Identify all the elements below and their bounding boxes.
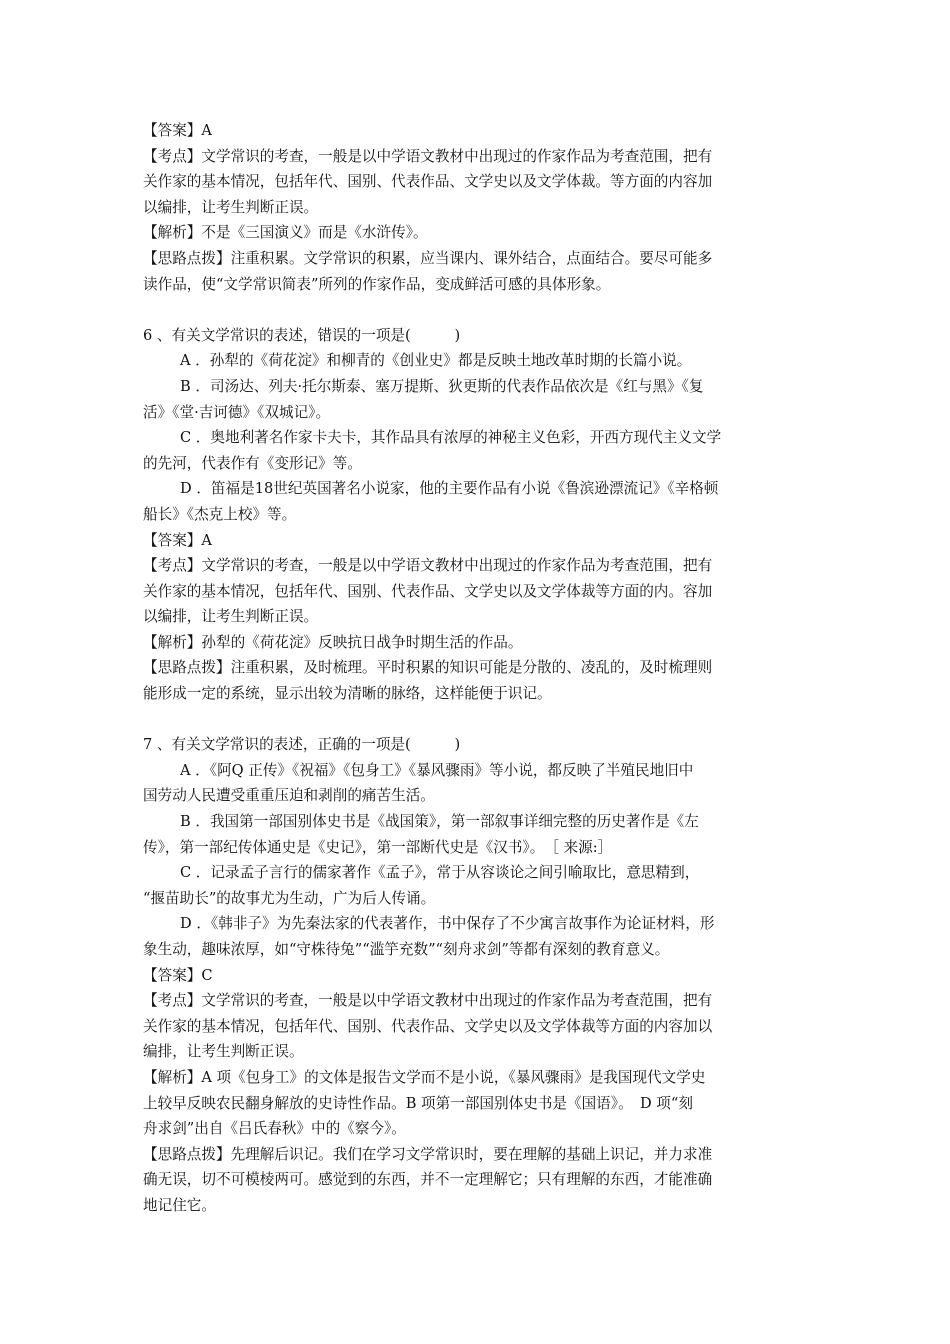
text-line: 上较早反映农民翻身解放的史诗性作品。B 项第一部国别体史书是《国语》。 D 项“刻 <box>143 1094 693 1112</box>
text-line: 【考点】文学常识的考查，一般是以中学语文教材中出现过的作家作品为考查范围，把有 <box>143 557 713 575</box>
text-line: 的先河，代表作有《变形记》等。 <box>143 454 362 472</box>
document-page <box>143 118 808 1219</box>
text-line: 【答案】C <box>143 966 213 984</box>
text-line: 6 、有关文学常识的表述，错误的一项是( ) <box>143 326 461 344</box>
text-line: 象生动，趣味浓厚，如“守株待兔”“滥竽充数”“刻舟求剑”等都有深刻的教育意义。 <box>143 941 670 958</box>
text-line: “揠苗助长”的故事尤为生动，广为后人传诵。 <box>143 889 436 907</box>
text-line: 国劳动人民遭受重重压迫和剥削的痛苦生活。 <box>143 787 435 805</box>
text-line: 关作家的基本情况，包括年代、国别、代表作品、文学史以及文学体裁等方面的内容加以 <box>143 1017 713 1035</box>
text-line: 【答案】A <box>143 531 212 549</box>
text-line: A ．《阿Q 正传》《祝福》《包身工》《暴风骤雨》等小说，都反映了半殖民地旧中 <box>180 761 694 779</box>
text-line: C ．奥地利著名作家卡夫卡，其作品具有浓厚的神秘主义色彩，开西方现代主义文学 <box>180 429 722 447</box>
text-line: 【考点】文学常识的考查，一般是以中学语文教材中出现过的作家作品为考查范围，把有 <box>143 147 713 165</box>
text-line: 地记住它。 <box>143 1196 216 1214</box>
blank-line <box>143 707 808 733</box>
text-line: 以编排，让考生判断正误。 <box>143 198 319 216</box>
text-line: 编排，让考生判断正误。 <box>143 1043 304 1061</box>
text-line: B ．我国第一部国别体史书是《战国策》，第一部叙事详细完整的历史著作是《左 <box>180 813 699 831</box>
text-line: 【解析】孙犁的《荷花淀》反映抗日战争时期生活的作品。 <box>143 633 523 651</box>
text-line: 【思路点拨】先理解后识记。我们在学习文学常识时，要在理解的基础上识记，并力求准 <box>143 1145 713 1163</box>
text-line: 7 、有关文学常识的表述，正确的一项是( ) <box>143 736 461 754</box>
text-line: 传》，第一部纪传体通史是《史记》，第一部断代史是《汉书》。 ［ 来源:］ <box>143 838 613 856</box>
text-line: 舟求剑”出自《吕氏春秋》中的《察今》。 <box>143 1120 406 1138</box>
text-line: 活》《堂·吉诃德》《双城记》。 <box>143 403 331 421</box>
text-line: 【解析】A 项《包身工》的文体是报告文学而不是小说，《暴风骤雨》是我国现代文学史 <box>143 1068 706 1086</box>
text-line: 【答案】A <box>143 122 212 139</box>
text-line: 确无误，切不可模棱两可。感觉到的东西，并不一定理解它；只有理解的东西，才能准确 <box>143 1171 713 1189</box>
text-line: 【思路点拨】注重积累，及时梳理。平时积累的知识可能是分散的、凌乱的，及时梳理则 <box>143 659 713 677</box>
blank-line <box>143 297 808 323</box>
text-line: 【解析】不是《三国演义》而是《水浒传》。 <box>143 224 428 242</box>
text-line: 船长》《杰克上校》等。 <box>143 505 297 523</box>
text-line: 【考点】文学常识的考查，一般是以中学语文教材中出现过的作家作品为考查范围，把有 <box>143 992 713 1010</box>
text-line: 【思路点拨】注重积累。文学常识的积累，应当课内、课外结合，点面结合。要尽可能多 <box>143 249 713 267</box>
text-line: 以编排，让考生判断正误。 <box>143 608 319 626</box>
text-line: 关作家的基本情况，包括年代、国别、代表作品、文学史以及文学体裁等方面的内。容加 <box>143 582 713 600</box>
text-line: 关作家的基本情况，包括年代、国别、代表作品、文学史以及文学体裁。等方面的内容加 <box>143 173 713 191</box>
text-line: 读作品，使“文学常识简表”所列的作家作品，变成鲜活可感的具体形象。 <box>143 275 611 293</box>
text-line: B ．司汤达、列夫·托尔斯泰、塞万提斯、狄更斯的代表作品依次是《红与黑》《复 <box>180 377 704 395</box>
text-line: D ．笛福是18世纪英国著名小说家，他的主要作品有小说《鲁滨逊漂流记》《辛格顿 <box>180 480 719 498</box>
text-line: C ．记录孟子言行的儒家著作《孟子》，常于从容谈论之间引喻取比，意思精到， <box>180 864 700 882</box>
text-line: D ．《韩非子》为先秦法家的代表著作，书中保存了不少寓言故事作为论证材料，形 <box>180 915 715 933</box>
text-line: 能形成一定的系统，显示出较为清晰的脉络，这样能便于识记。 <box>143 685 552 703</box>
text-line: A ．孙犁的《荷花淀》和柳青的《创业史》都是反映土地改革时期的长篇小说。 <box>180 352 692 370</box>
